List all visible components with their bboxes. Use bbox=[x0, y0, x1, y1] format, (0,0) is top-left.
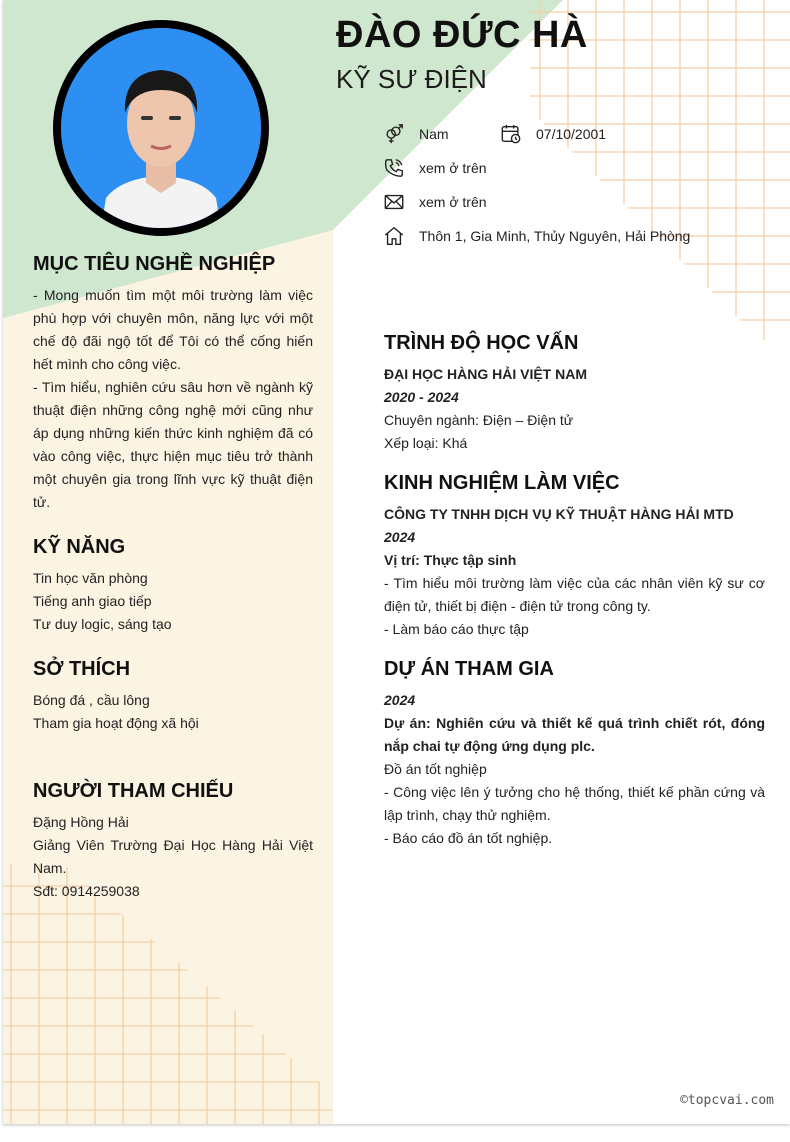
reference-position: Giảng Viên Trường Đại Học Hàng Hải Việt Nam. bbox=[33, 837, 313, 876]
education-grade: Xếp loại: Khá bbox=[384, 435, 468, 451]
objective-title: MỤC TIÊU NGHỀ NGHIỆP bbox=[33, 253, 276, 275]
education-section bbox=[384, 363, 765, 455]
grid-decoration-bottom-left bbox=[3, 864, 333, 1124]
birthday-row bbox=[500, 123, 606, 145]
education-title: TRÌNH ĐỘ HỌC VẤN bbox=[384, 332, 579, 354]
company-name: CÔNG TY TNHH DỊCH VỤ KỸ THUẬT HÀNG HẢI MTD bbox=[384, 506, 734, 522]
email-row bbox=[383, 191, 487, 213]
reference-title: NGƯỜI THAM CHIẾU bbox=[33, 780, 234, 802]
avatar bbox=[61, 28, 261, 228]
job-title: KỸ SƯ ĐIỆN bbox=[336, 64, 487, 94]
project-name: Dự án: Nghiên cứu và thiết kế quá trình chiết rót, đóng nắp chai tự động ứng dụng plc. bbox=[384, 715, 765, 754]
skills-list bbox=[33, 567, 313, 636]
address-value: Thôn 1, Gia Minh, Thủy Nguyên, Hải Phòng bbox=[419, 228, 691, 244]
skill-item: Tư duy logic, sáng tạo bbox=[33, 616, 172, 632]
projects-section bbox=[384, 689, 765, 850]
profile-photo bbox=[53, 20, 269, 236]
hobby-item: Tham gia hoạt động xã hội bbox=[33, 715, 199, 731]
skills-title: KỸ NĂNG bbox=[33, 536, 126, 558]
education-major: Chuyên ngành: Điện – Điện tử bbox=[384, 412, 574, 428]
cv-page bbox=[3, 0, 790, 1124]
birthday-value: 07/10/2001 bbox=[536, 126, 607, 142]
home-icon bbox=[383, 225, 405, 247]
phone-icon bbox=[383, 157, 405, 179]
hobby-item: Bóng đá , cầu lông bbox=[33, 692, 150, 708]
project-detail-2: - Báo cáo đồ án tốt nghiệp. bbox=[384, 830, 553, 846]
gender-value: Nam bbox=[419, 126, 449, 142]
address-row bbox=[383, 225, 690, 247]
mail-icon bbox=[383, 191, 405, 213]
experience-detail-2: - Làm báo cáo thực tập bbox=[384, 621, 529, 637]
skill-item: Tin học văn phòng bbox=[33, 570, 148, 586]
phone-value: xem ở trên bbox=[419, 160, 487, 176]
calendar-icon bbox=[500, 123, 522, 145]
gender-row bbox=[383, 123, 449, 145]
experience-detail-1: - Tìm hiểu môi trường làm việc của các nhân viên kỹ sư cơ điện tử, thiết bị điện - điện tử trong công ty. bbox=[384, 575, 765, 614]
candidate-name: ĐÀO ĐỨC HÀ bbox=[336, 14, 588, 56]
school-name: ĐẠI HỌC HÀNG HẢI VIỆT NAM bbox=[384, 366, 587, 382]
reference-section bbox=[33, 811, 313, 903]
project-detail-1: - Công việc lên ý tưởng cho hệ thống, thiết kế phần cứng và lập trình, chạy thử nghiệm. bbox=[384, 784, 765, 823]
experience-position: Vị trí: Thực tập sinh bbox=[384, 552, 517, 568]
objective-section bbox=[33, 284, 313, 514]
project-type: Đồ án tốt nghiệp bbox=[384, 761, 487, 777]
objective-paragraph-1: - Mong muốn tìm một môi trường làm việc phù hợp với chuyên môn, năng lực với một chế độ đãi ngộ tốt để Tôi có thể cống hiến hết mình cho công việc. bbox=[33, 287, 313, 372]
objective-paragraph-2: - Tìm hiểu, nghiên cứu sâu hơn về ngành kỹ thuật điện những công nghệ mới cũng như áp dụng những kiến thức kinh nghiệm đã có vào công việc, thực hiện mục tiêu trở thành một chuyên gia trong lĩnh vực kỹ thuật điện tử. bbox=[33, 379, 313, 510]
experience-title: KINH NGHIỆM LÀM VIỆC bbox=[384, 472, 620, 494]
education-period: 2020 - 2024 bbox=[384, 389, 459, 405]
skill-item: Tiếng anh giao tiếp bbox=[33, 593, 152, 609]
hobbies-list bbox=[33, 689, 313, 735]
experience-year: 2024 bbox=[384, 529, 416, 545]
person-portrait-icon bbox=[61, 28, 261, 228]
email-value: xem ở trên bbox=[419, 194, 487, 210]
watermark: ©topcvai.com bbox=[680, 1093, 774, 1108]
reference-name: Đặng Hồng Hải bbox=[33, 814, 129, 830]
experience-section bbox=[384, 503, 765, 641]
reference-phone: Sđt: 0914259038 bbox=[33, 883, 140, 899]
hobbies-title: SỞ THÍCH bbox=[33, 658, 131, 680]
gender-icon bbox=[383, 123, 405, 145]
phone-row bbox=[383, 157, 487, 179]
project-year: 2024 bbox=[384, 692, 416, 708]
projects-title: DỰ ÁN THAM GIA bbox=[384, 658, 554, 680]
